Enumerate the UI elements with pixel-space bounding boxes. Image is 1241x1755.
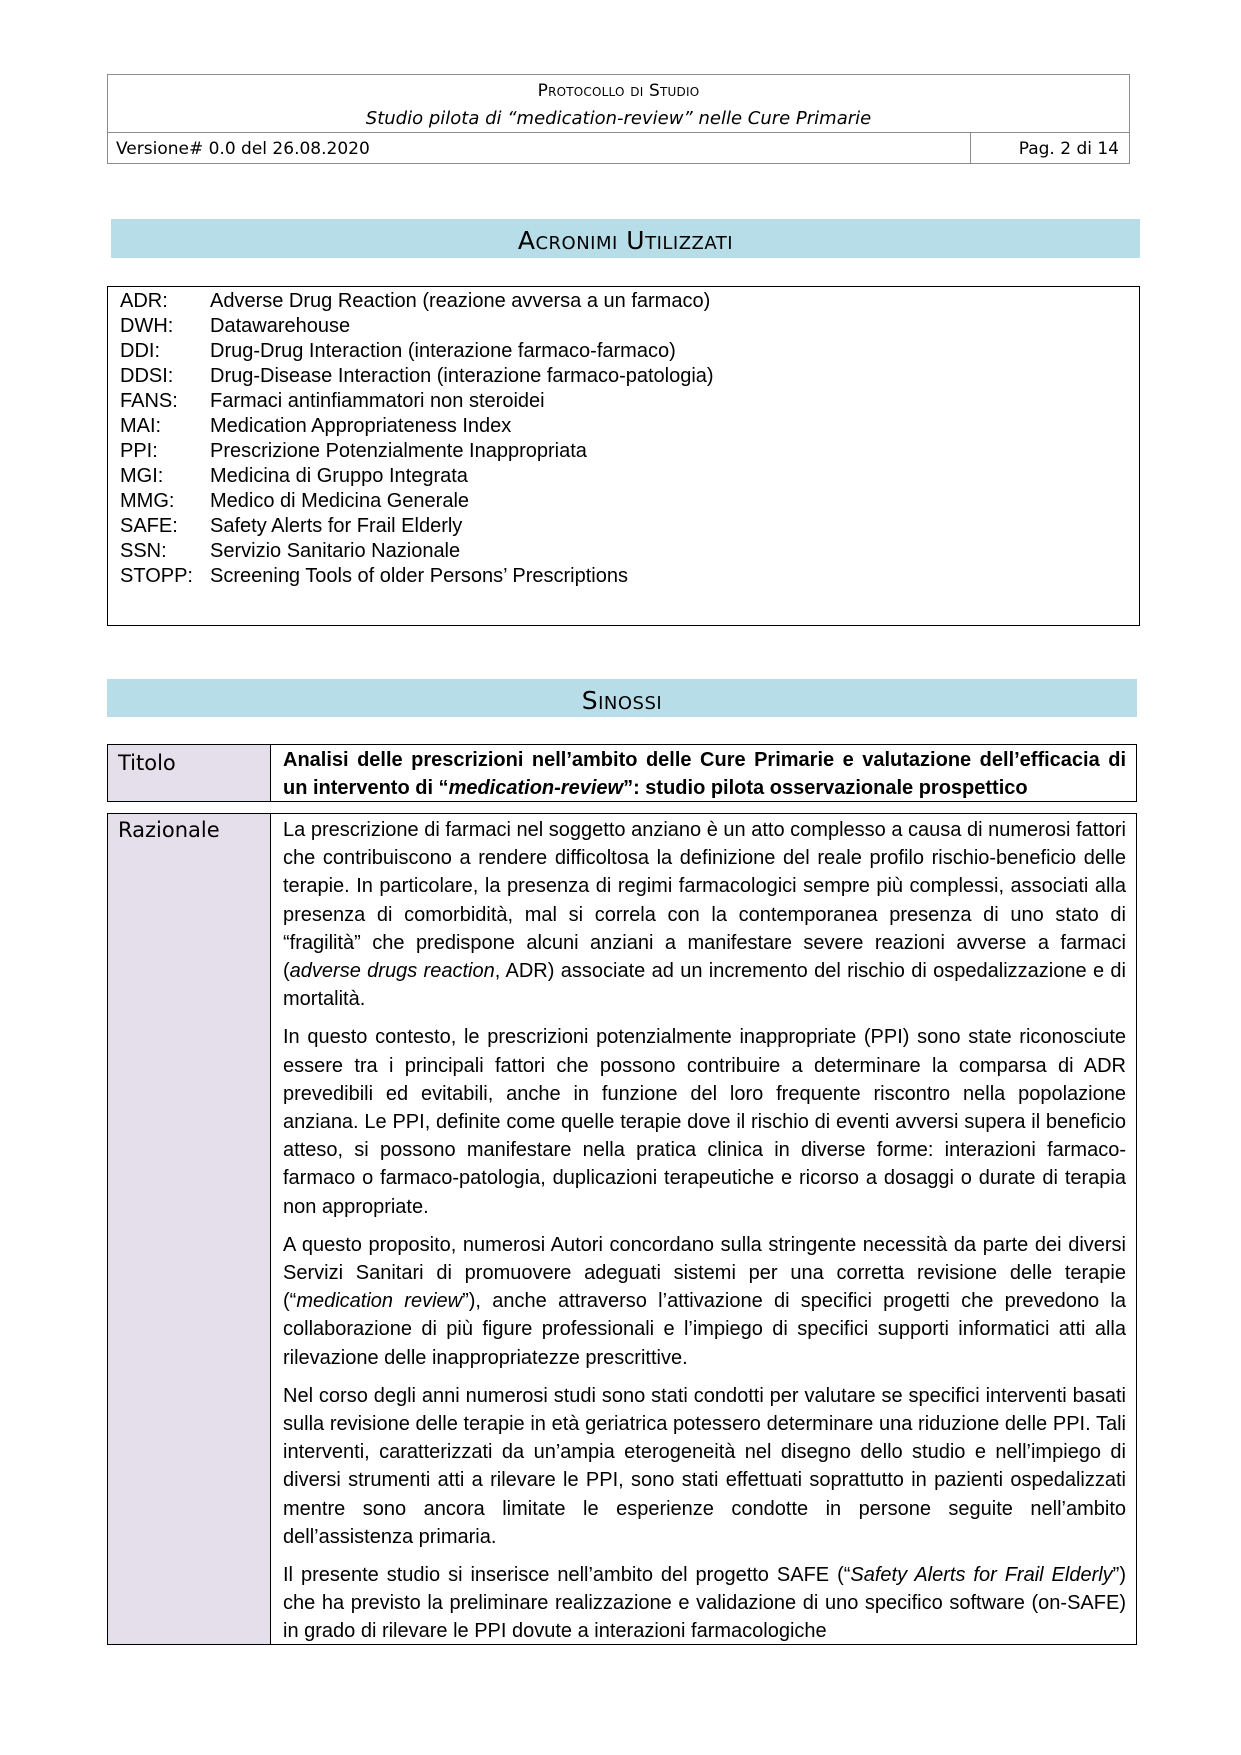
header-divider: [970, 133, 971, 164]
acronym-definition: Datawarehouse: [210, 315, 351, 337]
acronym-abbr: DDI:: [120, 340, 160, 362]
acronym-definition: Safety Alerts for Frail Elderly: [210, 515, 463, 537]
acronym-abbr: DWH:: [120, 315, 174, 337]
acronym-abbr: MMG:: [120, 490, 175, 512]
acronym-definition: Adverse Drug Reaction (reazione avversa a un farmaco): [210, 290, 711, 312]
titolo-text: Analisi delle prescrizioni nell’ambito delle Cure Primarie e valutazione dell’efficacia di un intervento di “medication-review”: studio pilota osservazionale prospettico: [283, 749, 1126, 800]
razionale-paragraph-3: A questo proposito, numerosi Autori concordano sulla stringente necessità da parte dei diversi Servizi Sanitari di promuovere adeguati sistemi per una corretta revisione delle terapie (“medication review”), anche attraverso l’attivazione di specifici progetti che prevedono la collaborazione di più figure professionali e l’impiego di specifici supporti informatici atti alla rilevazione delle inappropriatezze prescrittive.: [283, 1233, 1126, 1369]
acronym-definition: Drug-Drug Interaction (interazione farmaco-farmaco): [210, 340, 676, 362]
acronym-definition: Servizio Sanitario Nazionale: [210, 540, 461, 562]
acronym-abbr: ADR:: [120, 290, 168, 312]
acronym-abbr: PPI:: [120, 440, 158, 462]
acronyms-list: [107, 286, 1140, 626]
acronym-abbr: SSN:: [120, 540, 167, 562]
protocol-title: Protocollo di Studio: [537, 81, 700, 101]
acronym-definition: Medication Appropriateness Index: [210, 415, 512, 437]
synopsis-heading: Sinossi: [107, 679, 1137, 717]
acronym-abbr: SAFE:: [120, 515, 178, 537]
acronym-abbr: DDSI:: [120, 365, 174, 387]
razionale-paragraph-2: In questo contesto, le prescrizioni potenzialmente inappropriate (PPI) sono state riconosciute essere tra i principali fattori che possono contribuire a determinare la comparsa di ADR prevedibili ed evitabili, anche in funzione del loro frequente riscontro nella popolazione anziana. Le PPI, definite come quelle terapie dove il rischio di eventi avversi supera il beneficio atteso, si possono manifestare nella pratica clinica in diverse forme: interazioni farmaco-farmaco o farmaco-patologia, duplicazioni terapeutiche e ricorso a dosaggi o durate di terapia non appropriate.: [283, 1026, 1126, 1218]
titolo-label: Titolo: [108, 745, 271, 801]
page-number: Pag. 2 di 14: [1018, 139, 1119, 159]
version-label: Versione# 0.0 del 26.08.2020: [116, 139, 370, 159]
acronym-definition: Screening Tools of older Persons’ Prescriptions: [210, 565, 628, 587]
razionale-paragraph-4: Nel corso degli anni numerosi studi sono stati condotti per valutare se specifici interventi basati sulla revisione delle terapie in età geriatrica potessero determinare una riduzione delle PPI. Tali interventi, caratterizzati da un’ampia eterogeneità nel disegno dello studio e nell’impiego di diversi strumenti atti a rilevare le PPI, sono stati effettuati soprattutto in pazienti ospedalizzati mentre sono ancora limitate le esperienze condotte in persone seguite nell’ambito dell’assistenza primaria.: [283, 1384, 1126, 1548]
acronym-abbr: FANS:: [120, 390, 178, 412]
acronym-abbr: MAI:: [120, 415, 162, 437]
acronyms-heading: Acronimi Utilizzati: [111, 219, 1140, 258]
acronym-definition: Farmaci antinfiammatori non steroidei: [210, 390, 545, 412]
acronym-definition: Medico di Medicina Generale: [210, 490, 470, 512]
razionale-text: [283, 816, 1126, 1656]
razionale-label: Razionale: [108, 814, 271, 1644]
header-title-cell: [108, 75, 1129, 133]
acronym-abbr: MGI:: [120, 465, 164, 487]
razionale-row: [107, 813, 1137, 1645]
acronym-abbr: STOPP:: [120, 565, 193, 587]
protocol-subtitle: Studio pilota di “medication-review” nelle Cure Primarie: [365, 108, 872, 129]
razionale-paragraph-1: La prescrizione di farmaci nel soggetto anziano è un atto complesso a causa di numerosi fattori che contribuiscono a rendere difficoltosa la definizione del reale profilo rischio-beneficio delle terapie. In particolare, la presenza di regimi farmacologici sempre più complessi, associati alla presenza di comorbidità, mal si correla con la contemporanea presenza di uno stato di “fragilità” che predispone alcuni anziani a manifestare severe reazioni avverse a farmaci (adverse drugs reaction, ADR) associate ad un incremento del rischio di ospedalizzazione e di mortalità.: [283, 819, 1127, 1011]
acronym-definition: Medicina di Gruppo Integrata: [210, 465, 468, 487]
document-header: [107, 74, 1130, 164]
titolo-row: [107, 744, 1137, 802]
razionale-paragraph-5: Il presente studio si inserisce nell’ambito del progetto SAFE (“Safety Alerts for Frail Elderly”) che ha previsto la preliminare realizzazione e validazione di uno specifico software (on-SAFE) in grado di rilevare le PPI dovute a interazioni farmacologiche: [283, 1564, 1126, 1643]
acronym-definition: Prescrizione Potenzialmente Inappropriata: [210, 440, 587, 462]
acronym-definition: Drug-Disease Interaction (interazione farmaco-patologia): [210, 365, 714, 387]
